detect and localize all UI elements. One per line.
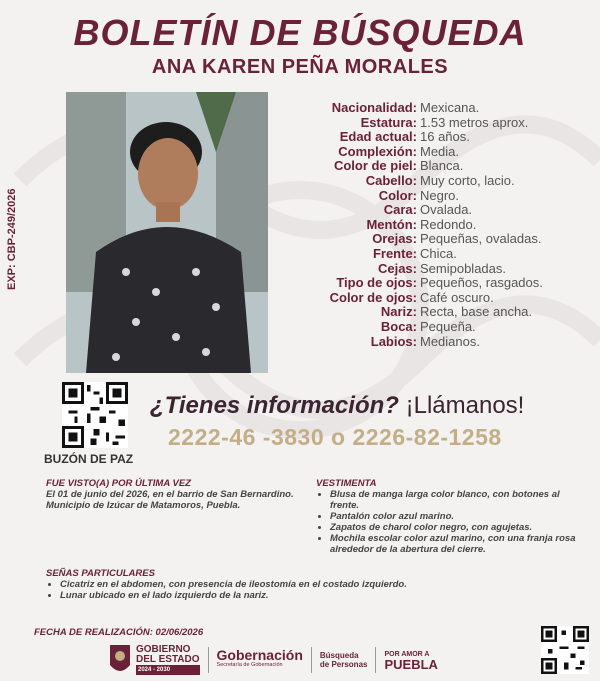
field-label: Nariz: xyxy=(380,304,417,320)
field-row xyxy=(282,203,592,218)
info-prompt xyxy=(150,392,524,420)
field-value: Blanca. xyxy=(420,158,464,174)
field-label: Labios: xyxy=(370,333,417,349)
field-value: Café oscuro. xyxy=(420,289,494,305)
buzon-label: BUZÓN DE PAZ xyxy=(44,452,134,466)
field-label: Estatura: xyxy=(360,114,417,130)
clothing-item: • Mochila escolar color azul marino, con una franja rosa alrededor de la abertura del cierre. xyxy=(330,533,584,555)
field-value: Medianos. xyxy=(420,333,480,349)
field-row xyxy=(282,145,592,160)
field-value: Chica. xyxy=(420,245,457,261)
description-list xyxy=(282,101,592,349)
busqueda-logo: Búsqueda de Personas xyxy=(319,651,368,669)
marks-section xyxy=(46,568,566,601)
por-amor-puebla-logo: POR AMOR A PUEBLA xyxy=(384,651,438,672)
field-label: Cejas: xyxy=(377,260,417,276)
field-label: Mentón: xyxy=(366,216,417,232)
field-row xyxy=(282,335,592,350)
field-row xyxy=(282,291,592,306)
case-number: EXP: CBP-249/2026 xyxy=(6,188,18,290)
field-row xyxy=(282,276,592,291)
question-text: ¿Tienes información? xyxy=(150,392,399,419)
page-title: BOLETÍN DE BÚSQUEDA xyxy=(73,12,527,53)
marks-heading: SEÑAS PARTICULARES xyxy=(46,568,155,579)
field-label: Cabello: xyxy=(365,172,417,188)
field-row xyxy=(282,232,592,247)
phone-numbers[interactable]: 2222-46 -3830 o 2226-82-1258 xyxy=(168,424,502,450)
field-row xyxy=(282,101,592,116)
qr-code-buzon[interactable] xyxy=(62,382,128,453)
field-label: Edad actual: xyxy=(339,129,417,145)
field-label: Frente: xyxy=(372,245,417,261)
clothing-section xyxy=(316,478,584,555)
field-value: Pequeñas, ovaladas. xyxy=(420,231,542,247)
field-label: Boca: xyxy=(380,318,417,334)
person-name: ANA KAREN PEÑA MORALES xyxy=(151,56,449,78)
mark-item: • Cicatriz en el abdomen, con presencia de ileostomía en el costado izquierdo. xyxy=(60,579,566,590)
field-label: Orejas: xyxy=(372,231,417,247)
field-label: Complexión: xyxy=(338,143,417,159)
mark-item: • Lunar ubicado en el lado izquierdo de la nariz. xyxy=(60,590,566,601)
clothing-heading: VESTIMENTA xyxy=(316,478,377,489)
coat-of-arms-icon xyxy=(108,643,132,677)
qr-code-footer[interactable] xyxy=(541,626,589,679)
clothing-item: • Pantalón color azul marino. xyxy=(330,511,584,522)
clothing-item: • Blusa de manga larga color blanco, con botones al frente. xyxy=(330,489,584,511)
last-seen-section xyxy=(46,478,308,511)
call-text: ¡Llámanos! xyxy=(405,392,525,419)
creation-date: FECHA DE REALIZACIÓN: 02/06/2026 xyxy=(34,627,204,638)
field-value: Negro. xyxy=(420,187,460,203)
field-row xyxy=(282,116,592,131)
field-label: Color: xyxy=(378,187,417,203)
field-label: Color de ojos: xyxy=(329,289,417,305)
field-label: Color de piel: xyxy=(333,158,417,174)
field-value: Media. xyxy=(420,143,460,159)
field-label: Tipo de ojos: xyxy=(336,275,417,291)
field-value: Ovalada. xyxy=(420,202,473,218)
field-label: Cara: xyxy=(383,202,417,218)
clothing-item: • Zapatos de charol color negro, con agujetas. xyxy=(330,522,584,533)
field-row xyxy=(282,247,592,262)
field-row xyxy=(282,262,592,277)
field-row xyxy=(282,305,592,320)
field-row xyxy=(282,189,592,204)
field-value: Recta, base ancha. xyxy=(420,304,533,320)
field-row xyxy=(282,218,592,233)
gobernacion-logo: Gobernación Secretaría de Gobernación xyxy=(216,647,303,668)
field-value: Semipobladas. xyxy=(420,260,506,276)
last-seen-text: El 01 de junio del 2026, en el barrio de San Bernardino. Municipio de Izúcar de Matamoros, Puebla. xyxy=(46,489,294,511)
field-row xyxy=(282,320,592,335)
field-row xyxy=(282,130,592,145)
field-value: 16 años. xyxy=(420,129,470,145)
field-value: Pequeños, rasgados. xyxy=(420,275,543,291)
footer-logos xyxy=(108,640,438,680)
field-value: 1.53 metros aprox. xyxy=(420,114,529,130)
field-label: Nacionalidad: xyxy=(331,100,417,115)
field-value: Mexicana. xyxy=(420,100,480,115)
field-row xyxy=(282,159,592,174)
person-photo xyxy=(66,92,268,373)
field-value: Muy corto, lacio. xyxy=(420,172,515,188)
field-value: Redondo. xyxy=(420,216,477,232)
gobierno-logo: GOBIERNO DEL ESTADO 2024 - 2030 xyxy=(108,643,200,677)
last-seen-heading: FUE VISTO(A) POR ÚLTIMA VEZ xyxy=(46,478,191,489)
field-value: Pequeña. xyxy=(420,318,476,334)
field-row xyxy=(282,174,592,189)
